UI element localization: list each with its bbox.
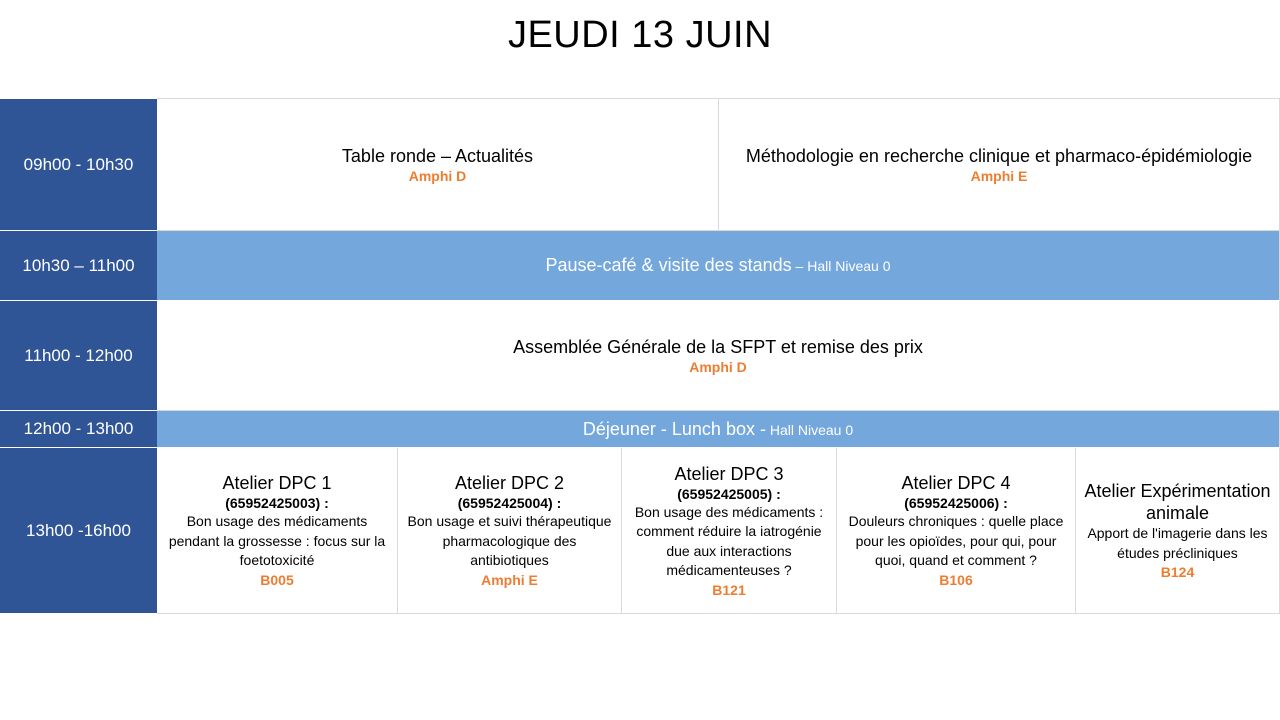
pause-label — [546, 255, 891, 276]
atelier-dpc-1 — [157, 448, 398, 614]
session-title: Table ronde – Actualités — [341, 145, 534, 166]
atelier-description: Bon usage et suivi thérapeutique pharmacologique des antibiotiques — [407, 513, 612, 569]
schedule-row-1300 — [0, 448, 1280, 614]
atelier-description: Douleurs chroniques : quelle place pour les opioïdes, pour qui, pour quoi, quand et comment ? — [848, 513, 1064, 569]
atelier-room: B124 — [1160, 564, 1195, 580]
session-assemblee-generale — [157, 301, 1280, 411]
time-slot: 11h00 - 12h00 — [0, 301, 157, 411]
atelier-title: Atelier DPC 2 — [454, 473, 565, 494]
session-title: Assemblée Générale de la SFPT et remise des prix — [513, 336, 923, 357]
atelier-room: Amphi E — [481, 571, 538, 588]
atelier-experimentation-animale — [1076, 448, 1280, 614]
atelier-code: (65952425006) : — [904, 495, 1008, 512]
time-slot: 09h00 - 10h30 — [0, 99, 157, 231]
atelier-code: (65952425003) : — [225, 495, 329, 512]
session-room: Amphi D — [408, 167, 467, 184]
atelier-dpc-3 — [622, 448, 837, 614]
schedule-row-1100 — [0, 301, 1280, 411]
time-slot: 13h00 -16h00 — [0, 448, 157, 614]
pause-cafe-band — [157, 231, 1280, 301]
atelier-title: Atelier DPC 4 — [901, 473, 1011, 494]
pause-text: Pause-café & visite des stands — [545, 255, 792, 275]
atelier-code: (65952425005) : — [677, 485, 781, 502]
time-slot: 12h00 - 13h00 — [0, 411, 157, 448]
atelier-title: Atelier DPC 1 — [222, 473, 332, 494]
schedule-row-0900 — [0, 99, 1280, 231]
dejeuner-location: Hall Niveau 0 — [765, 421, 854, 438]
session-title: Méthodologie en recherche clinique et pharmaco-épidémiologie — [745, 145, 1253, 166]
atelier-room: B106 — [939, 571, 973, 588]
atelier-dpc-2 — [398, 448, 622, 614]
session-methodologie — [719, 99, 1280, 231]
time-slot: 10h30 – 11h00 — [0, 231, 157, 301]
pause-location: – Hall Niveau 0 — [791, 258, 891, 274]
atelier-dpc-4 — [837, 448, 1076, 614]
atelier-title: Atelier Expérimentation animale — [1084, 481, 1271, 523]
dejeuner-text: Déjeuner - Lunch box - — [582, 418, 766, 439]
dejeuner-label — [583, 419, 853, 440]
dejeuner-band — [157, 411, 1280, 448]
atelier-code: (65952425004) : — [457, 495, 562, 512]
atelier-description: Apport de l'imagerie dans les études précliniques — [1087, 525, 1268, 561]
atelier-room: B005 — [260, 571, 294, 588]
atelier-room: B121 — [712, 581, 746, 598]
atelier-description: Bon usage des médicaments pendant la grossesse : focus sur la foetotoxicité — [168, 513, 386, 569]
session-room: Amphi E — [970, 167, 1028, 184]
page-title: JEUDI 13 JUIN — [507, 14, 773, 56]
schedule-row-1200 — [0, 411, 1280, 448]
atelier-title: Atelier DPC 3 — [674, 463, 784, 484]
session-room: Amphi D — [689, 358, 747, 375]
atelier-description: Bon usage des médicaments : comment réduire la iatrogénie due aux interactions médicamenteuses ? — [634, 503, 824, 578]
session-table-ronde — [157, 99, 719, 231]
schedule-row-1030 — [0, 231, 1280, 301]
